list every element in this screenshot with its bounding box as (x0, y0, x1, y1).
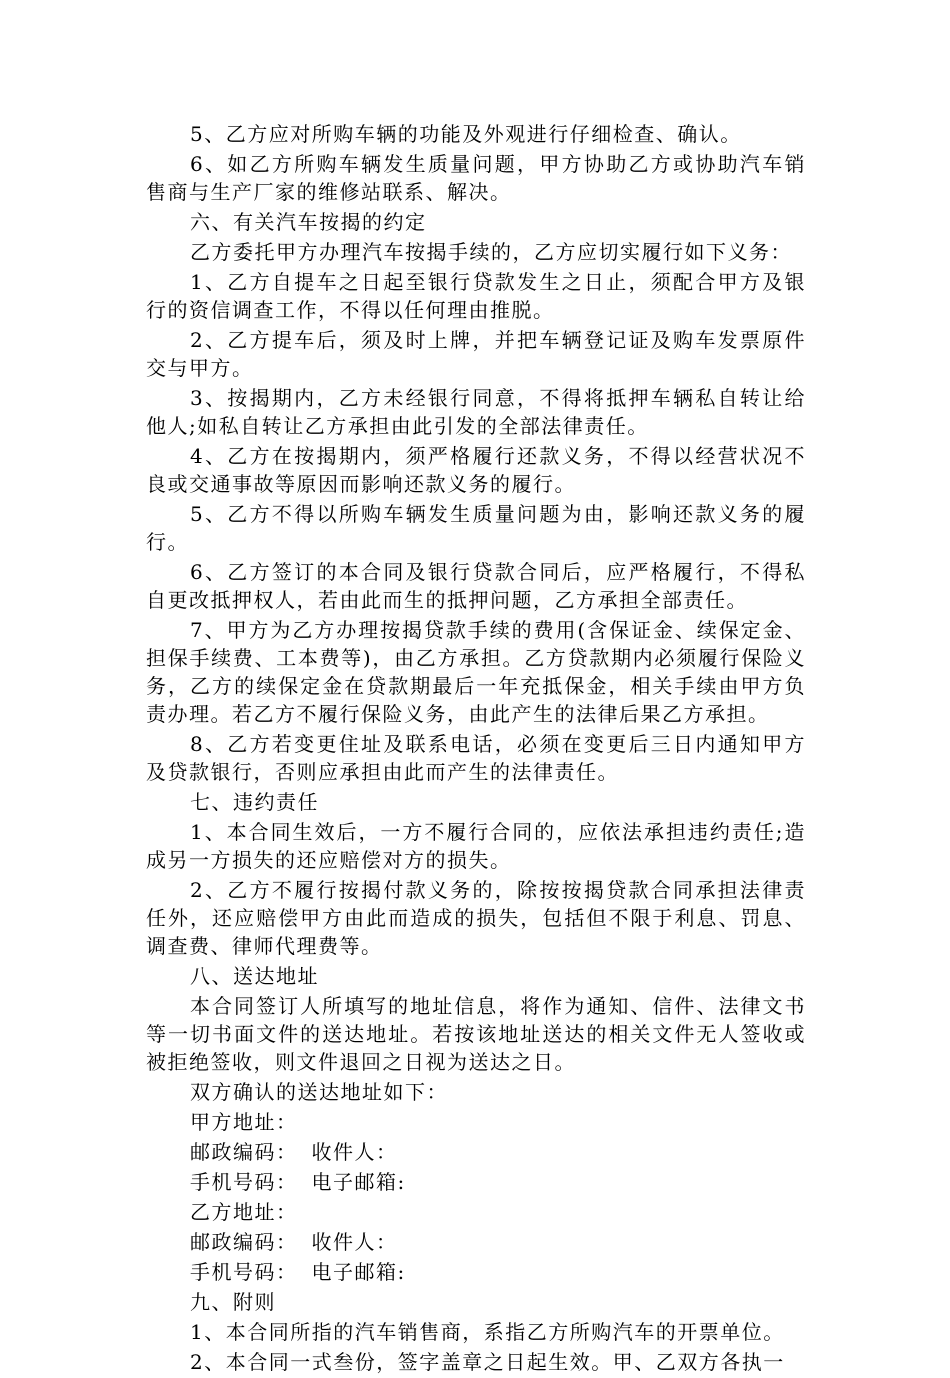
party-a-recipient-label: 收件人： (311, 1140, 398, 1164)
clause-6-quality-issue: 6、如乙方所购车辆发生质量问题，甲方协助乙方或协助汽车销售商与生产厂家的维修站联系、解决。 (146, 152, 806, 204)
document-body (146, 120, 806, 1378)
mortgage-clause-7: 7、甲方为乙方办理按揭贷款手续的费用(含保证金、续保定金、担保手续费、工本费等)，由乙方承担。乙方贷款期内必须履行保险义务，乙方的续保定金在贷款期最后一年充抵保金，相关手续由甲方负责办理。若乙方不履行保险义务，由此产生的法律后果乙方承担。 (146, 618, 806, 726)
supplementary-clause-1: 1、本合同所指的汽车销售商，系指乙方所购汽车的开票单位。 (190, 1320, 785, 1344)
party-a-phone-row (146, 1168, 806, 1196)
party-b-postcode-label: 邮政编码： (190, 1230, 298, 1254)
section-heading-service-address: 八、送达地址 (190, 964, 319, 988)
party-a-phone-label: 手机号码： (190, 1170, 298, 1194)
mortgage-clause-2: 2、乙方提车后，须及时上牌，并把车辆登记证及购车发票原件交与甲方。 (146, 328, 806, 380)
section-heading-mortgage: 六、有关汽车按揭的约定 (190, 210, 427, 234)
party-b-postcode-row (146, 1228, 806, 1256)
party-a-postcode-label: 邮政编码： (190, 1140, 298, 1164)
mortgage-clause-5: 5、乙方不得以所购车辆发生质量问题为由，影响还款义务的履行。 (146, 502, 806, 554)
mortgage-clause-3: 3、按揭期内，乙方未经银行同意，不得将抵押车辆私自转让给他人;如私自转让乙方承担由此引发的全部法律责任。 (146, 386, 806, 438)
party-a-email-label: 电子邮箱: (311, 1170, 406, 1194)
party-b-recipient-label: 收件人： (311, 1230, 398, 1254)
party-a-address-label: 甲方地址： (190, 1110, 298, 1134)
party-b-address-label: 乙方地址： (190, 1200, 298, 1224)
service-address-clause: 本合同签订人所填写的地址信息，将作为通知、信件、法律文书等一切书面文件的送达地址。若按该地址送达的相关文件无人签收或被拒绝签收，则文件退回之日视为送达之日。 (146, 994, 806, 1074)
mortgage-clause-1: 1、乙方自提车之日起至银行贷款发生之日止，须配合甲方及银行的资信调查工作，不得以任何理由推脱。 (146, 270, 806, 322)
clause-5-vehicle-inspection: 5、乙方应对所购车辆的功能及外观进行仔细检查、确认。 (190, 122, 742, 146)
section-heading-supplementary: 九、附则 (190, 1290, 276, 1314)
party-a-postcode-row (146, 1138, 806, 1166)
party-b-phone-row (146, 1258, 806, 1286)
section-heading-breach: 七、违约责任 (190, 790, 319, 814)
mortgage-intro: 乙方委托甲方办理汽车按揭手续的，乙方应切实履行如下义务： (190, 240, 792, 264)
mortgage-clause-4: 4、乙方在按揭期内，须严格履行还款义务，不得以经营状况不良或交通事故等原因而影响还款义务的履行。 (146, 444, 806, 496)
breach-clause-1: 1、本合同生效后，一方不履行合同的，应依法承担违约责任;造成另一方损失的还应赔偿对方的损失。 (146, 820, 806, 872)
party-b-phone-label: 手机号码： (190, 1260, 298, 1284)
breach-clause-2: 2、乙方不履行按揭付款义务的，除按按揭贷款合同承担法律责任外，还应赔偿甲方由此而造成的损失，包括但不限于利息、罚息、调查费、律师代理费等。 (146, 878, 806, 958)
mortgage-clause-6: 6、乙方签订的本合同及银行贷款合同后，应严格履行，不得私自更改抵押权人，若由此而生的抵押问题，乙方承担全部责任。 (146, 560, 806, 612)
service-address-confirm: 双方确认的送达地址如下： (190, 1080, 448, 1104)
supplementary-clause-2: 2、本合同一式叁份，签字盖章之日起生效。甲、乙双方各执一 (190, 1350, 785, 1374)
mortgage-clause-8: 8、乙方若变更住址及联系电话，必须在变更后三日内通知甲方及贷款银行，否则应承担由此而产生的法律责任。 (146, 732, 806, 784)
party-b-email-label: 电子邮箱: (311, 1260, 406, 1284)
